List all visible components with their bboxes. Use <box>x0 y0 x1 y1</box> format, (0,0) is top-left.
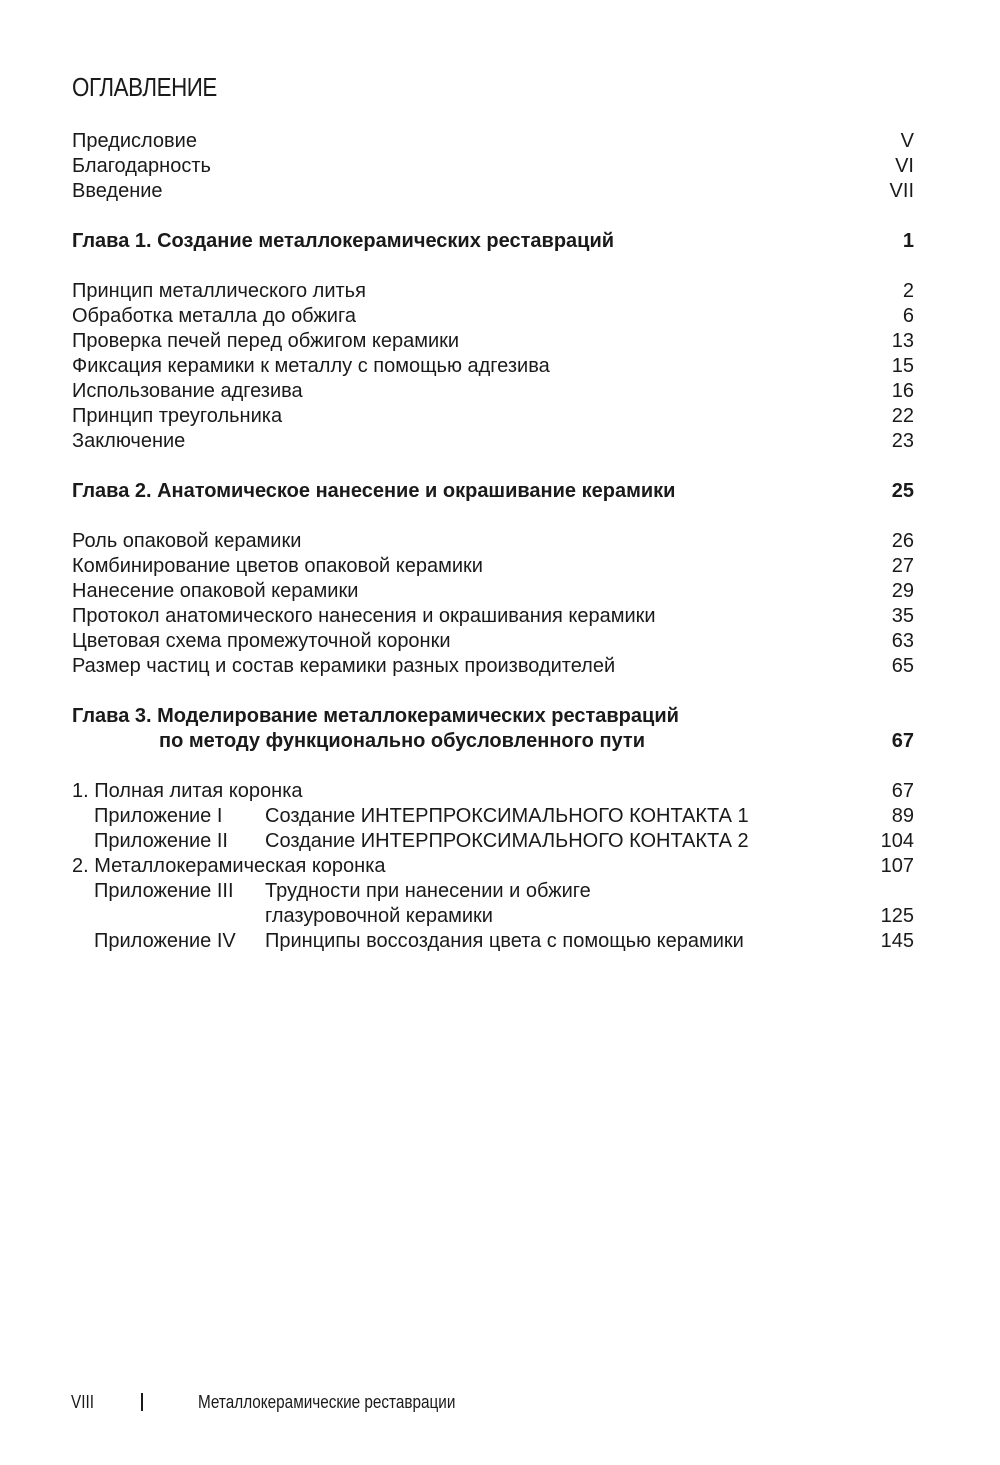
appendix-label: Приложение IV <box>94 930 236 952</box>
toc-entry[interactable] <box>72 779 914 804</box>
toc-entry-text: 2. Металлокерамическая коронка <box>72 855 386 877</box>
toc-entry-text: Принцип треугольника <box>72 405 283 427</box>
toc-entry[interactable] <box>72 329 914 354</box>
chapter-1-heading[interactable] <box>72 229 914 254</box>
toc-entry-page: 16 <box>891 380 914 402</box>
chapter-title-cont: по методу функционально обусловленного пути <box>159 730 645 752</box>
toc-entry[interactable] <box>72 129 914 154</box>
toc-entry-page: 15 <box>891 355 914 377</box>
appendix-text: Создание ИНТЕРПРОКСИМАЛЬНОГО КОНТАКТА 1 <box>265 805 749 827</box>
chapter-title: Глава 1. Создание металлокерамических реставраций <box>72 230 615 252</box>
toc-entry-text: Размер частиц и состав керамики разных производителей <box>72 655 616 677</box>
toc-entry-page: 65 <box>891 655 914 677</box>
toc-entry-page: VII <box>889 180 914 202</box>
appendix-label: Приложение III <box>94 880 234 902</box>
toc-entry[interactable] <box>72 429 914 454</box>
toc-entry[interactable] <box>72 154 914 179</box>
toc-entry[interactable] <box>72 554 914 579</box>
chapter-page: 67 <box>891 730 914 752</box>
toc-entry-page: 145 <box>880 930 914 952</box>
appendix-text: Создание ИНТЕРПРОКСИМАЛЬНОГО КОНТАКТА 2 <box>265 830 749 852</box>
toc-entry-text: Использование адгезива <box>72 380 303 402</box>
chapter-title: Глава 3. Моделирование металлокерамических реставраций <box>72 705 679 727</box>
toc-entry[interactable] <box>72 654 914 679</box>
appendix-label: Приложение I <box>94 805 223 827</box>
toc-entry-page: 6 <box>902 305 914 327</box>
chapter-3-heading-cont[interactable] <box>72 729 914 754</box>
chapter-title: Глава 2. Анатомическое нанесение и окрашивание керамики <box>72 480 676 502</box>
toc-entry-text: Комбинирование цветов опаковой керамики <box>72 555 483 577</box>
toc-entry[interactable] <box>72 854 914 879</box>
toc-entry-text: Роль опаковой керамики <box>72 530 302 552</box>
appendix-entry[interactable] <box>72 879 914 904</box>
toc-entry[interactable] <box>72 529 914 554</box>
appendix-text: Принципы воссоздания цвета с помощью керамики <box>265 930 744 952</box>
footer-divider <box>141 1393 143 1411</box>
toc-entry[interactable] <box>72 179 914 204</box>
toc-entry-page: 2 <box>902 280 914 302</box>
toc-entry-page: 23 <box>891 430 914 452</box>
toc-entry[interactable] <box>72 304 914 329</box>
toc-entry-page: 104 <box>880 830 914 852</box>
toc-entry[interactable] <box>72 279 914 304</box>
toc-entry-page: 27 <box>891 555 914 577</box>
appendix-text: Трудности при нанесении и обжиге <box>265 880 591 902</box>
toc-entry[interactable] <box>72 379 914 404</box>
appendix-entry[interactable] <box>72 829 914 854</box>
toc-entry-text: Проверка печей перед обжигом керамики <box>72 330 460 352</box>
toc-entry-text: 1. Полная литая коронка <box>72 780 303 802</box>
toc-entry-text: Благодарность <box>72 155 211 177</box>
appendix-label: Приложение II <box>94 830 228 852</box>
toc-entry-page: 107 <box>880 855 914 877</box>
toc-entry-text: Нанесение опаковой керамики <box>72 580 359 602</box>
toc-entry-text: Заключение <box>72 430 186 452</box>
toc-entry-text: Принцип металлического литья <box>72 280 366 302</box>
appendix-entry[interactable] <box>72 929 914 954</box>
toc-entry-page: 26 <box>891 530 914 552</box>
chapter-page: 25 <box>891 480 914 502</box>
toc-entry[interactable] <box>72 604 914 629</box>
toc-entry-page: 35 <box>891 605 914 627</box>
toc-entry-page: 29 <box>891 580 914 602</box>
toc-entry-page: 13 <box>891 330 914 352</box>
chapter-page: 1 <box>902 230 914 252</box>
toc-entry-text: Цветовая схема промежуточной коронки <box>72 630 451 652</box>
toc-entry[interactable] <box>72 579 914 604</box>
footer-page-number: VIII <box>71 1392 94 1412</box>
chapter-2-heading[interactable] <box>72 479 914 504</box>
toc-entry[interactable] <box>72 629 914 654</box>
toc-entry-text: Введение <box>72 180 163 202</box>
toc-entry[interactable] <box>72 354 914 379</box>
toc-entry-text: Протокол анатомического нанесения и окрашивания керамики <box>72 605 656 627</box>
toc-entry-page: 22 <box>891 405 914 427</box>
toc-entry-page: V <box>900 130 914 152</box>
toc-entry-text: Обработка металла до обжига <box>72 305 356 327</box>
toc-entry-page: VI <box>895 155 914 177</box>
chapter-3-heading[interactable] <box>72 704 914 729</box>
toc-entry-page: 89 <box>891 805 914 827</box>
page-title: ОГЛАВЛЕНИЕ <box>72 72 217 102</box>
appendix-entry-cont[interactable] <box>72 904 914 929</box>
toc-entry-page: 125 <box>880 905 914 927</box>
footer-book-title: Металлокерамические реставрации <box>198 1392 456 1412</box>
toc-entry[interactable] <box>72 404 914 429</box>
toc-entry-text: Фиксация керамики к металлу с помощью адгезива <box>72 355 550 377</box>
toc-entry-page: 67 <box>891 780 914 802</box>
appendix-text-cont: глазуровочной керамики <box>265 905 493 927</box>
toc-entry-page: 63 <box>891 630 914 652</box>
appendix-entry[interactable] <box>72 804 914 829</box>
toc-entry-text: Предисловие <box>72 130 197 152</box>
